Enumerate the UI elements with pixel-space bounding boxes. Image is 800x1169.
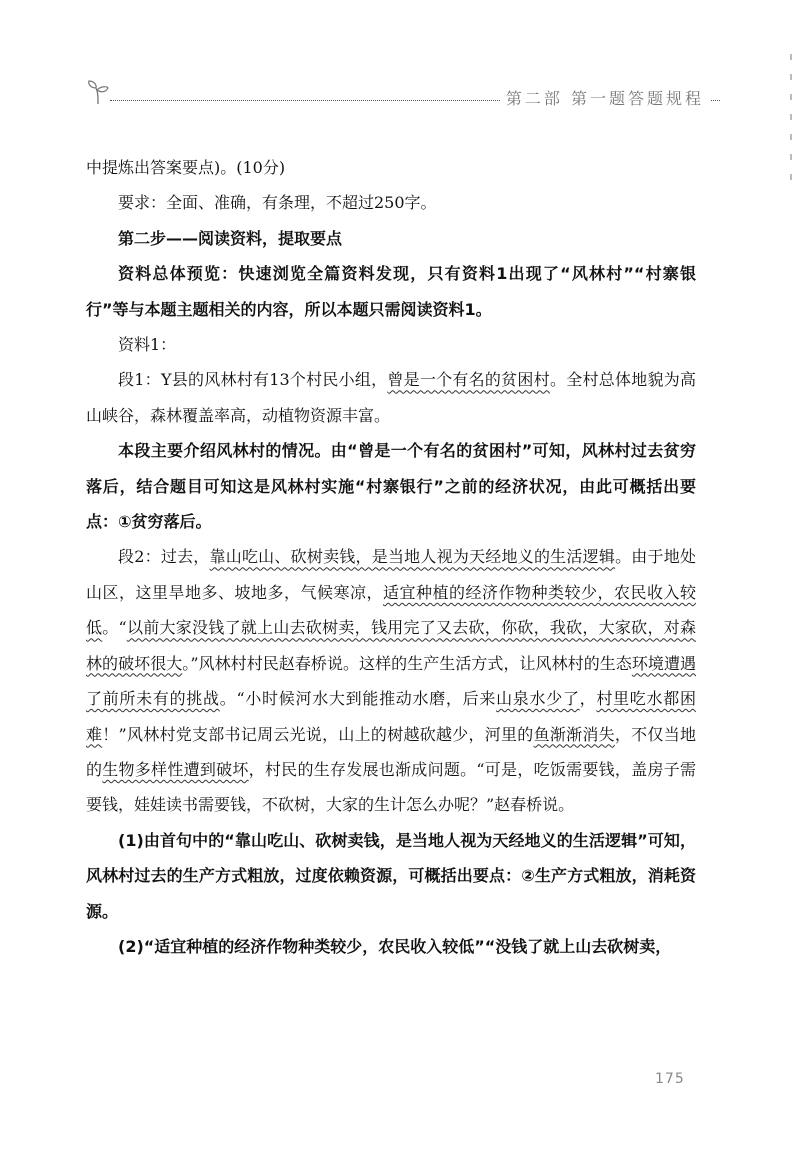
- analysis-point-1: (1)由首句中的“靠山吃山、砍树卖钱，是当地人视为天经地义的生活逻辑”可知，风林村过去的生产方式粗放，过度依赖资源，可概括出要点：②生产方式粗放，消耗资源。: [86, 830, 696, 921]
- scan-margin-marks: [788, 40, 794, 280]
- step-heading: 第二步——阅读资料，提取要点: [118, 228, 343, 248]
- text-run: ，: [579, 689, 597, 709]
- header-title: 第二部 第一题答题规程: [500, 86, 710, 109]
- analysis-point-2: (2)“适宜种植的经济作物种类较少，农民收入较低”“没钱了就上山去砍树卖，: [118, 936, 672, 956]
- text-run: 。“: [102, 618, 127, 638]
- text-run: 。”风林村村民赵春桥说。这样的生产生活方式，让风林村的生态: [182, 653, 632, 673]
- underlined-text: 靠山吃山、砍树卖钱，是当地人视为天经地义的生活逻辑: [209, 547, 616, 567]
- text-run: 。由于地处山区，这里旱地多、坡地多，气候寒凉，: [86, 547, 696, 602]
- material-section-2: [86, 539, 696, 822]
- text-run: ，不仅当地的: [86, 724, 696, 779]
- text-run: 。全村总体地貌为高山峡谷，森林覆盖率高，动植物资源丰富。: [86, 370, 696, 425]
- overview-paragraph: 资料总体预览：快速浏览全篇资料发现，只有资料1出现了“风林村”“村寨银行”等与本题主题相关的内容，所以本题只需阅读资料1。: [86, 264, 696, 319]
- text-run: ！”风林村党支部书记周云光说，山上的树越砍越少，河里的: [102, 724, 534, 744]
- text-run: 段1：Y县的风林村有13个村民小组，: [118, 370, 388, 390]
- text-run: ，村民的生存发展也渐成问题。“可是，吃饭需要钱，盖房子需要钱，娃娃读书需要钱，不砍树，大家的生计怎么办呢？”赵春桥说。: [86, 759, 696, 815]
- running-header: [80, 78, 720, 118]
- paragraph-1: 中提炼出答案要点)。(10分): [86, 158, 286, 177]
- analysis-section-1: 本段主要介绍风林村的情况。由“曾是一个有名的贫困村”可知，风林村过去贫穷落后，结合题目可知这是风林村实施“村寨银行”之前的经济状况，由此可概括出要点：①贫穷落后。: [86, 441, 696, 532]
- underlined-text: 以前大家没钱了就上山去砍树卖，钱用完了又去砍，你砍，我砍，大家砍，对森林的破坏很大: [86, 618, 696, 673]
- page-body: [86, 150, 696, 964]
- underlined-text: 生物多样性遭到破坏: [102, 759, 249, 779]
- material-label: 资料1：: [118, 335, 177, 355]
- underlined-text: 适宜种植的经济作物种类较少，农民收入较低: [86, 582, 696, 638]
- underlined-text: 村里吃水都困难: [86, 689, 696, 744]
- underlined-text: 环境遭遇了前所未有的挑战: [86, 653, 696, 709]
- underlined-text: 山泉水少了: [496, 689, 580, 709]
- underlined-text: 鱼渐渐消失: [533, 724, 615, 744]
- sprout-icon: [84, 78, 112, 106]
- underlined-text: 曾是一个有名的贫困村: [387, 370, 550, 390]
- paragraph-requirement: 要求：全面、准确，有条理，不超过250字。: [118, 193, 437, 213]
- text-run: 。“小时候河水大到能推动水磨，后来: [219, 689, 497, 709]
- material-section-1: [86, 362, 696, 433]
- text-run: 段2：过去，: [118, 547, 210, 567]
- page-number: 175: [655, 1071, 685, 1087]
